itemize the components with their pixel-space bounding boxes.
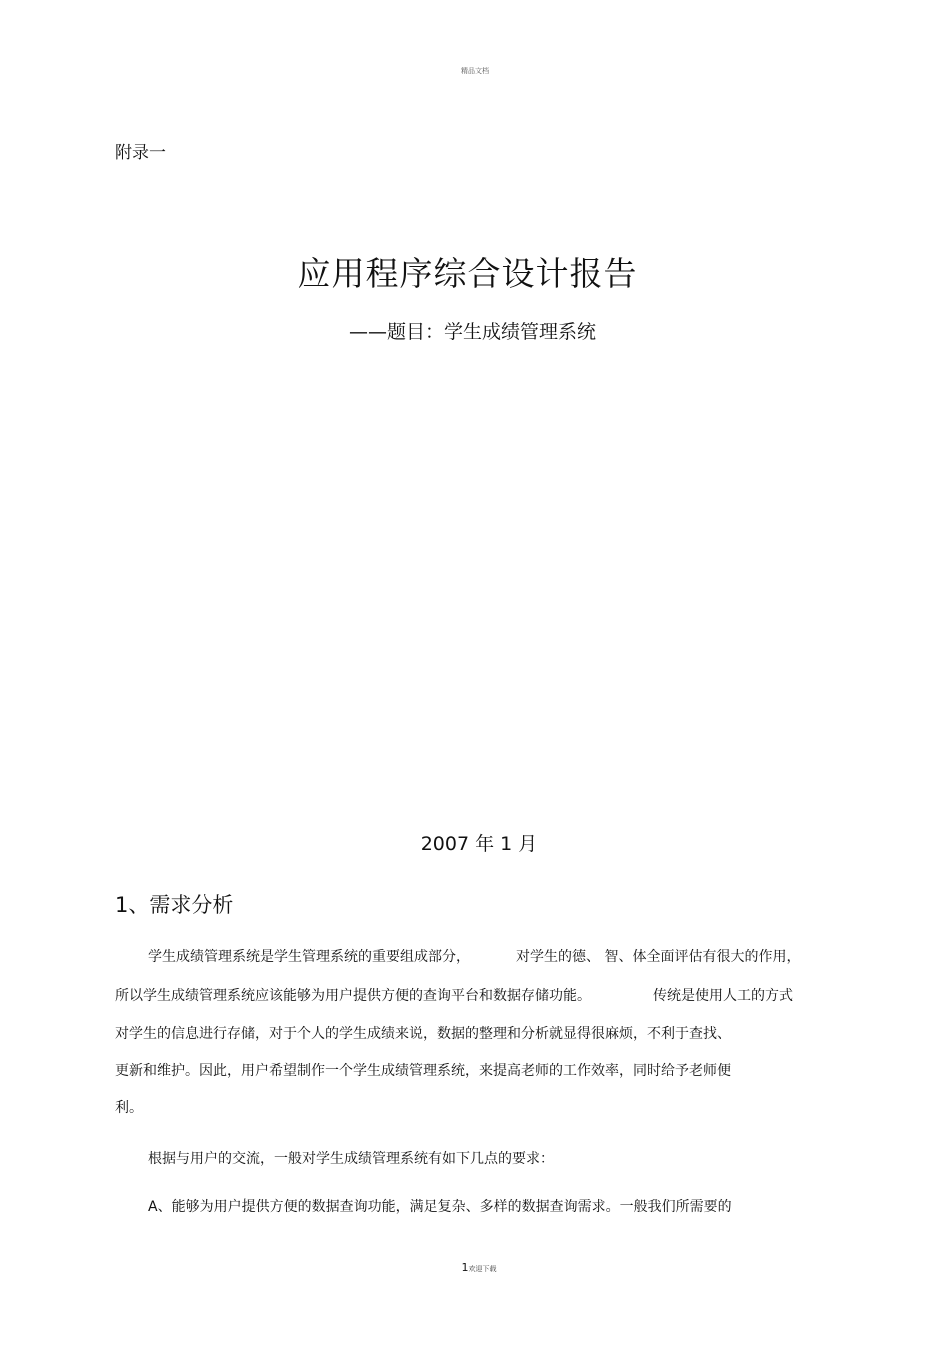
paragraph-requirements-intro: 根据与用户的交流，一般对学生成绩管理系统有如下几点的要求： bbox=[148, 1151, 554, 1167]
paragraph-line bbox=[115, 986, 793, 1006]
paragraph-text: 对学生的德、 智、体全面评估有很大的作用， bbox=[516, 949, 801, 965]
requirement-item-a: A、能够为用户提供方便的数据查询功能，满足复杂、多样的数据查询需求。一般我们所需要的 bbox=[148, 1199, 732, 1215]
report-title: 应用程序综合设计报告 bbox=[297, 254, 638, 293]
paragraph-line: 更新和维护。因此，用户希望制作一个学生成绩管理系统，来提高老师的工作效率，同时给予老师便 bbox=[115, 1063, 731, 1079]
paragraph-text: 学生成绩管理系统是学生管理系统的重要组成部分， bbox=[148, 949, 470, 965]
page-footer bbox=[0, 1261, 950, 1274]
paragraph-line bbox=[148, 947, 800, 967]
page-number: 1 bbox=[461, 1261, 469, 1274]
paragraph-line: 对学生的信息进行存储，对于个人的学生成绩来说，数据的整理和分析就显得很麻烦，不利于查找、 bbox=[115, 1026, 731, 1042]
header-watermark: 精品文档 bbox=[461, 67, 489, 75]
report-subtitle: ——题目：学生成绩管理系统 bbox=[348, 321, 596, 343]
report-date: 2007 年 1 月 bbox=[420, 833, 538, 855]
appendix-label: 附录一 bbox=[115, 143, 166, 163]
footer-caption: 欢迎下载 bbox=[468, 1265, 497, 1273]
paragraph-text: 传统是使用人工的方式 bbox=[653, 988, 793, 1004]
paragraph-text: 所以学生成绩管理系统应该能够为用户提供方便的查询平台和数据存储功能。 bbox=[115, 988, 591, 1004]
paragraph-line: 利。 bbox=[115, 1100, 143, 1116]
section-heading-requirements: 1、需求分析 bbox=[115, 893, 234, 917]
